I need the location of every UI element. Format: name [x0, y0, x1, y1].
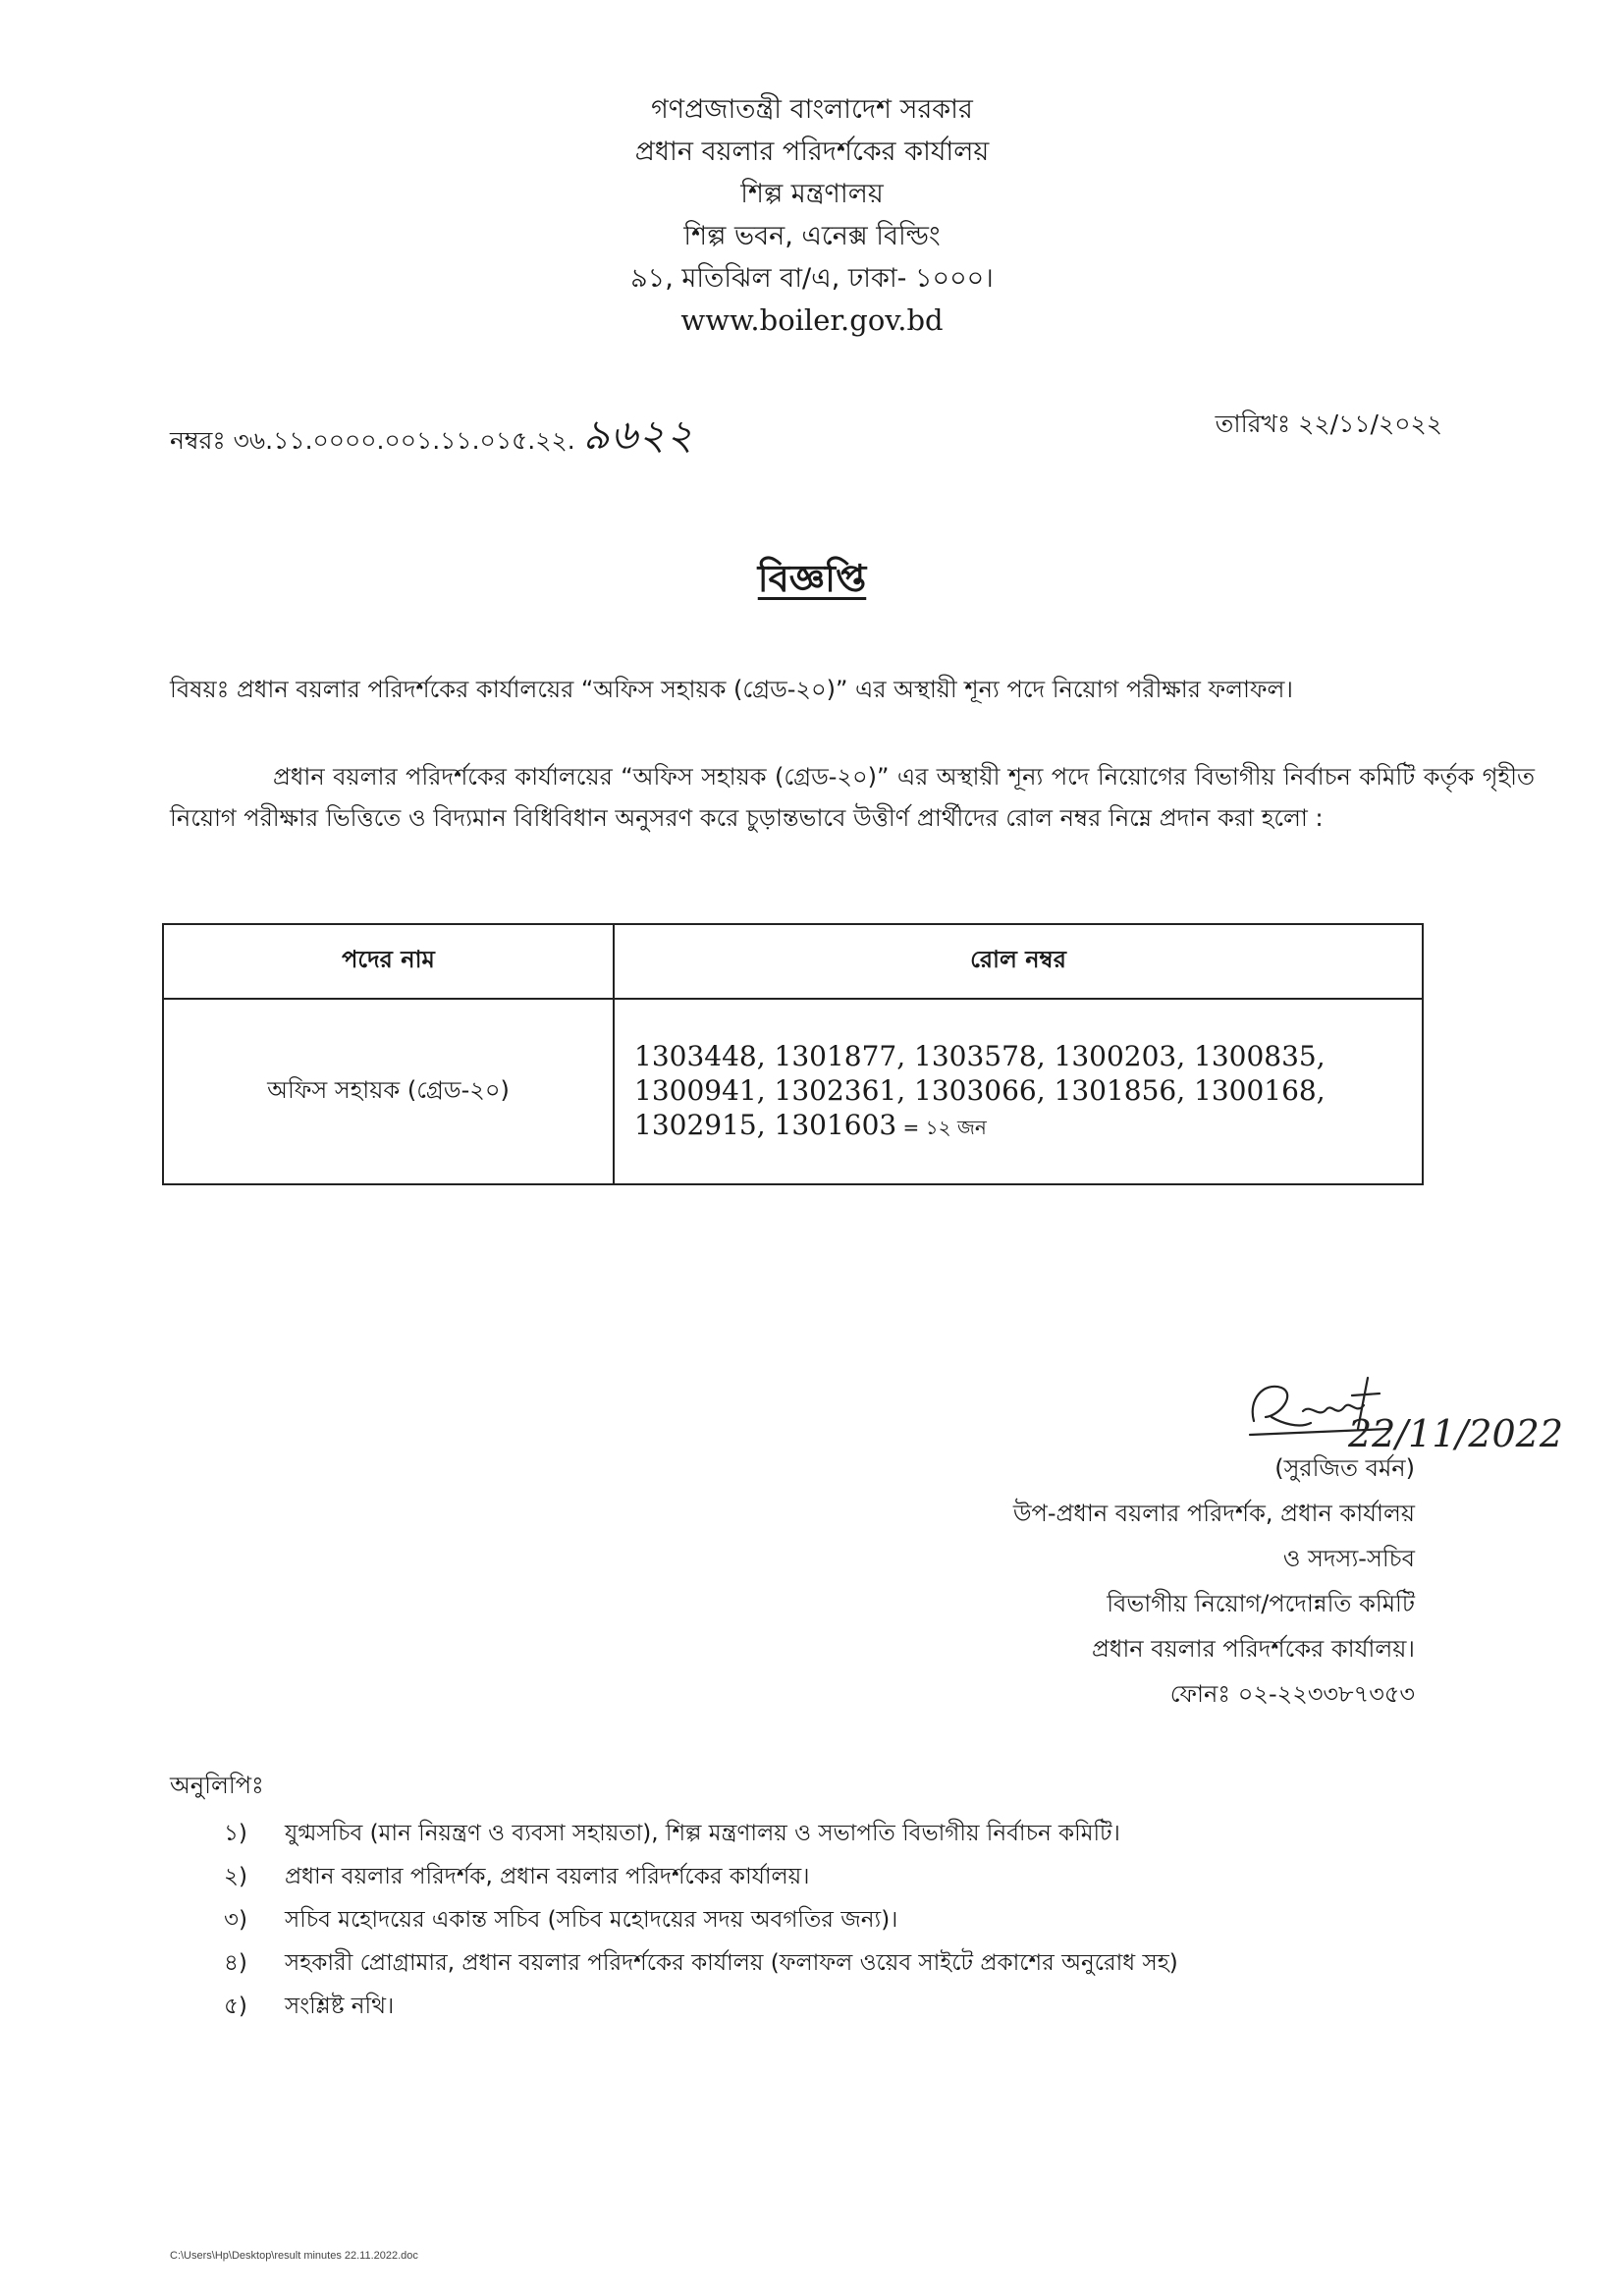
signature-block: [1013, 1446, 1415, 1717]
roll-line: 1300941, 1302361, 1303066, 1301856, 1300168,: [634, 1073, 1326, 1107]
list-item-text: যুগ্মসচিব (মান নিয়ন্ত্রণ ও ব্যবসা সহায়তা), শিল্প মন্ত্রণালয় ও সভাপতি বিভাগীয় নির্বাচন কমিটি।: [285, 1821, 1120, 1846]
memo-number: [170, 403, 694, 472]
results-table: [162, 923, 1424, 1185]
signatory-phone: ফোনঃ ০২-২২৩৩৮৭৩৫৩: [1169, 1680, 1415, 1708]
list-item: [224, 1941, 1178, 1985]
letterhead: [0, 88, 1624, 342]
header-roll-number: রোল নম্বর: [614, 924, 1423, 999]
letterhead-website: www.boiler.gov.bd: [680, 303, 944, 337]
letterhead-govt: গণপ্রজাতন্ত্রী বাংলাদেশ সরকার: [651, 94, 973, 125]
letterhead-office: প্রধান বয়লার পরিদর্শকের কার্যালয়: [634, 137, 990, 167]
copies-title: অনুলিপিঃ: [170, 1772, 264, 1799]
copies-list: [224, 1812, 1178, 2028]
roll-total: = ১২ জন: [896, 1115, 987, 1139]
list-item-number: ২): [224, 1864, 247, 1889]
notice-title: বিজ্ঞপ্তি: [757, 557, 867, 600]
list-item-text: সহকারী প্রোগ্রামার, প্রধান বয়লার পরিদর্শকের কার্যালয় (ফলাফল ওয়েব সাইটে প্রকাশের অনুরোধ সহ): [285, 1950, 1178, 1976]
header-post-name: পদের নাম: [163, 924, 614, 999]
signatory-name: (সুরজিত বর্মন): [1274, 1454, 1415, 1482]
list-item-number: ৩): [224, 1907, 247, 1933]
table-header-row: [163, 924, 1423, 999]
roll-line: [634, 1108, 1402, 1145]
post-name-cell: অফিস সহায়ক (গ্রেড-২০): [163, 999, 614, 1184]
memo-number-handwritten: ৯৬২২: [582, 410, 694, 459]
list-item: [224, 1812, 1178, 1855]
roll-numbers-cell: [614, 999, 1423, 1184]
list-item-number: ৪): [224, 1950, 247, 1976]
letterhead-ministry: শিল্প মন্ত্রণালয়: [740, 179, 884, 209]
letterhead-address: ৯১, মতিঝিল বা/এ, ঢাকা- ১০০০।: [630, 263, 994, 294]
list-item-text: সংশ্লিষ্ট নথি।: [285, 1994, 395, 2019]
list-item: [224, 1985, 1178, 2028]
list-item: [224, 1898, 1178, 1941]
roll-line-text: 1302915, 1301603: [634, 1108, 897, 1141]
footer-file-path: C:\Users\Hp\Desktop\result minutes 22.11.2022.doc: [170, 2250, 418, 2262]
signature-date: 22/11/2022: [1348, 1412, 1564, 1455]
signatory-office: প্রধান বয়লার পরিদর্শকের কার্যালয়।: [1091, 1635, 1415, 1663]
list-item-text: প্রধান বয়লার পরিদর্শক, প্রধান বয়লার পরিদর্শকের কার্যালয়।: [285, 1864, 810, 1889]
list-item-number: ৫): [224, 1994, 247, 2019]
subject-line: বিষয়ঃ প্রধান বয়লার পরিদর্শকের কার্যালয়ের “অফিস সহায়ক (গ্রেড-২০)” এর অস্থায়ী শূন্য পদে নিয়োগ পরীক্ষার ফলাফল।: [170, 676, 1293, 703]
signatory-committee: বিভাগীয় নিয়োগ/পদোন্নতি কমিটি: [1107, 1590, 1415, 1617]
table-row: [163, 999, 1423, 1184]
list-item: [224, 1855, 1178, 1898]
memo-number-label: নম্বরঃ ৩৬.১১.০০০০.০০১.১১.০১৫.২২.: [170, 426, 575, 455]
signatory-role: ও সদস্য-সচিব: [1282, 1545, 1415, 1572]
list-item-text: সচিব মহোদয়ের একান্ত সচিব (সচিব মহোদয়ের সদয় অবগতির জন্য)।: [285, 1907, 898, 1933]
signatory-designation: উপ-প্রধান বয়লার পরিদর্শক, প্রধান কার্যালয়: [1012, 1500, 1415, 1527]
roll-line: 1303448, 1301877, 1303578, 1300203, 1300835,: [634, 1039, 1326, 1072]
body-paragraph: প্রধান বয়লার পরিদর্শকের কার্যালয়ের “অফিস সহায়ক (গ্রেড-২০)” এর অস্থায়ী শূন্য পদে নিয়োগের বিভাগীয় নির্বাচন কমিটি কর্তৃক গৃহীত নিয়োগ পরীক্ষার ভিত্তিতে ও বিদ্যমান বিধিবিধান অনুসরণ করে চুড়ান্তভাবে উত্তীর্ণ প্রার্থীদের রোল নম্বর নিম্নে প্রদান করা হলো :: [170, 763, 1535, 832]
letterhead-building: শিল্প ভবন, এনেক্স বিল্ডিং: [683, 221, 941, 251]
list-item-number: ১): [224, 1821, 247, 1846]
memo-date: তারিখঃ ২২/১১/২০২২: [1215, 410, 1442, 438]
